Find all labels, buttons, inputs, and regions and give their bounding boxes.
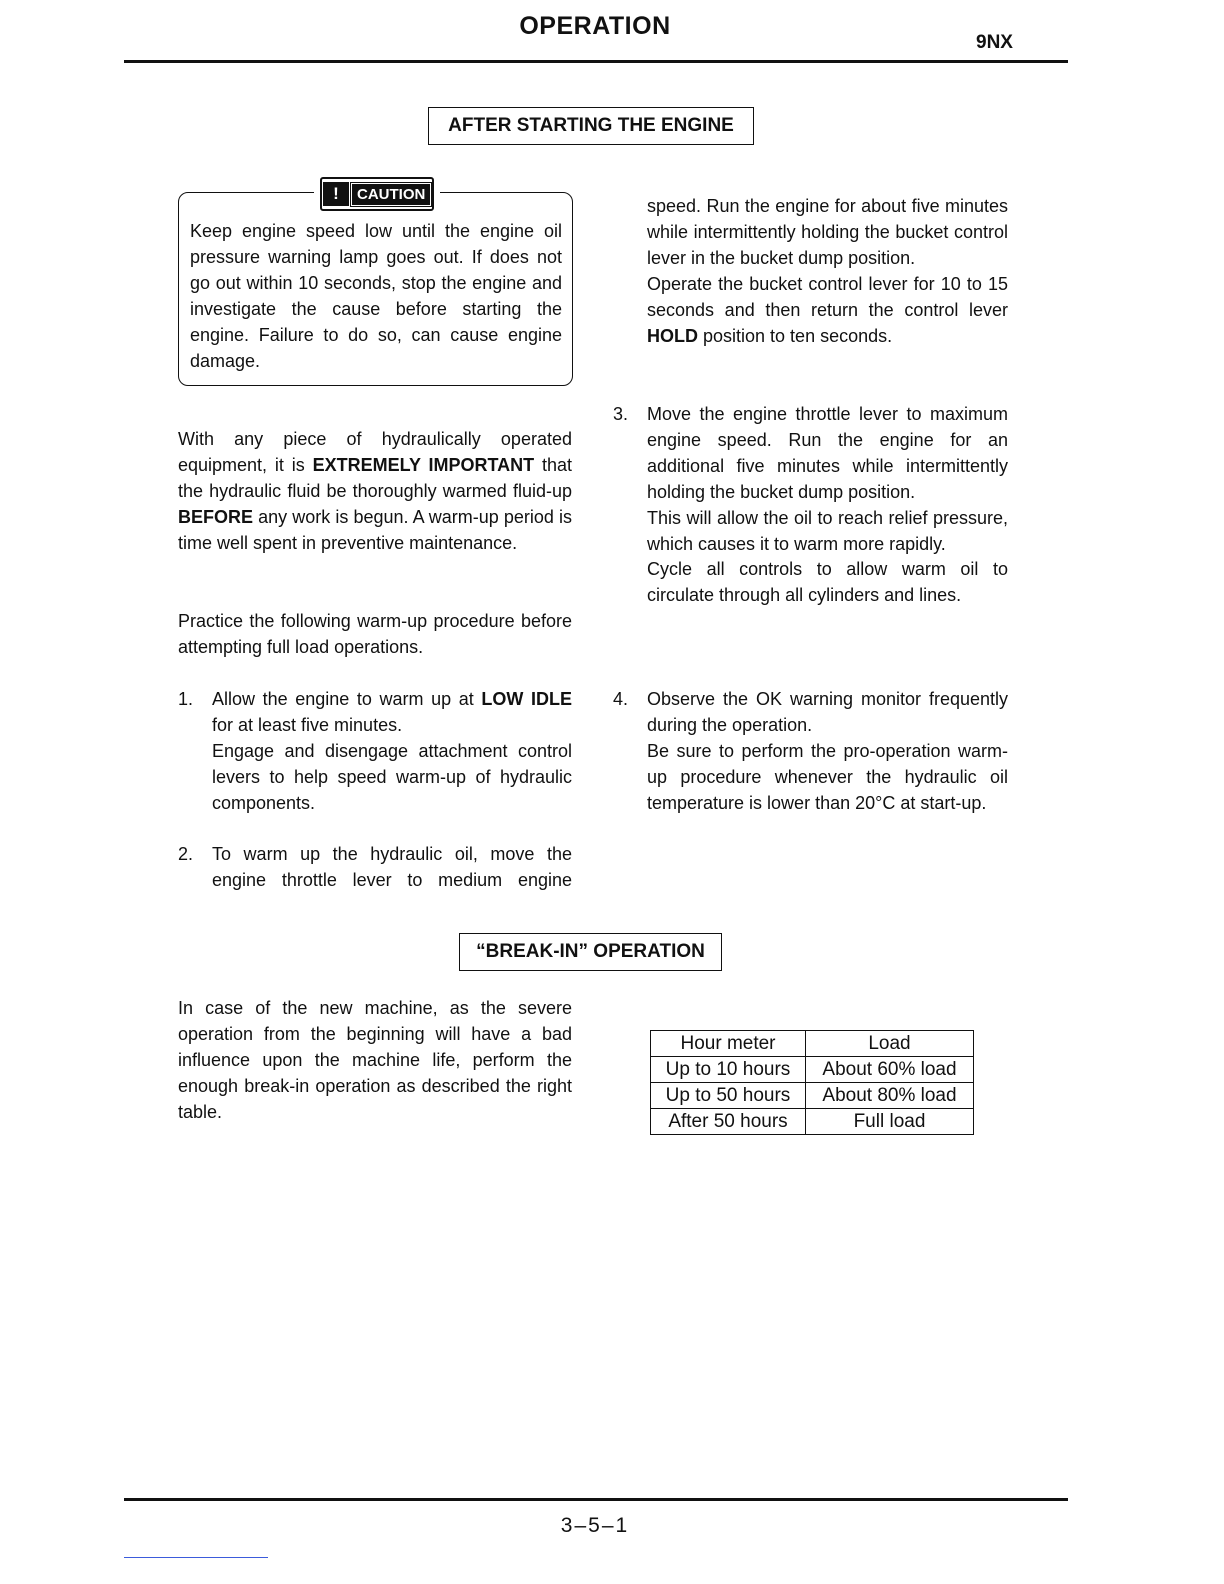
- step-text-3: Cycle all controls to allow warm oil to circulate through all cylinders and lines.: [647, 559, 1008, 606]
- table-cell: Full load: [806, 1109, 974, 1135]
- table-cell: Up to 50 hours: [651, 1083, 806, 1109]
- step-2-continuation: speed. Run the engine for about five minutes while intermittently holding the bucket control lever in the bucket dump position. Operate the bucket control lever for 10 to 15 seconds and then return the control lever HOLD position to ten seconds.: [647, 196, 1008, 346]
- model-code: 9NX: [976, 32, 1013, 53]
- break-in-paragraph: In case of the new machine, as the severe operation from the beginning will have a bad influence upon the machine life, perform the enough break-in operation as described the right table.: [178, 998, 572, 1122]
- step-text: Observe the OK warning monitor frequently during the operation.: [647, 689, 1008, 735]
- step-number: 1.: [178, 689, 194, 709]
- step-number: 3.: [613, 404, 629, 424]
- caution-label: [314, 177, 440, 209]
- page-number: 3–5–1: [560, 1514, 630, 1537]
- step-text: Allow the engine to warm up at LOW IDLE for at least five minutes.: [212, 689, 572, 735]
- table-header-cell: Load: [806, 1031, 974, 1057]
- table-cell: About 60% load: [806, 1057, 974, 1083]
- table-cell: Up to 10 hours: [651, 1057, 806, 1083]
- table-cell: About 80% load: [806, 1083, 974, 1109]
- section-heading-after-starting: AFTER STARTING THE ENGINE: [428, 107, 754, 145]
- intro-paragraph: With any piece of hydraulically operated equipment, it is EXTREMELY IMPORTANT that the hydraulic fluid be thoroughly warmed fluid-up BEFORE any work is begun. A warm-up period is time well spent in preventive maintenance.: [178, 429, 572, 553]
- step-number: 4.: [613, 689, 629, 709]
- header-rule: [124, 60, 1068, 63]
- table-header-cell: Hour meter: [651, 1031, 806, 1057]
- footer-link-underline: [124, 1557, 268, 1558]
- step-number: 2.: [178, 844, 194, 864]
- caution-word: CAUTION: [351, 183, 431, 206]
- table-row: [651, 1083, 974, 1109]
- table-row: [651, 1057, 974, 1083]
- warning-triangle-icon: !: [323, 182, 349, 206]
- table-cell: After 50 hours: [651, 1109, 806, 1135]
- break-in-table: [650, 1030, 974, 1135]
- table-row: [651, 1109, 974, 1135]
- step-text-2: Engage and disengage attachment control levers to help speed warm-up of hydraulic components.: [212, 740, 572, 813]
- step-text-2: Be sure to perform the pro-operation warm-up procedure whenever the hydraulic oil temperature is lower than 20°C at start-up.: [647, 740, 1008, 813]
- table-header-row: [651, 1031, 974, 1057]
- caution-text: Keep engine speed low until the engine oil pressure warning lamp goes out. If does not go out within 10 seconds, stop the engine and investigate the cause before starting the engine. Failure to do so, can cause engine damage.: [190, 221, 562, 371]
- section-heading-break-in: “BREAK-IN” OPERATION: [459, 933, 722, 971]
- footer-rule: [124, 1498, 1068, 1501]
- practice-paragraph: Practice the following warm-up procedure before attempting full load operations.: [178, 611, 572, 657]
- step-text: To warm up the hydraulic oil, move the engine throttle lever to medium engine: [212, 844, 572, 890]
- page-title: OPERATION: [519, 12, 671, 40]
- step-text: Move the engine throttle lever to maximum engine speed. Run the engine for an additional five minutes while intermittently holding the bucket dump position.: [647, 404, 1008, 502]
- step-text-2: This will allow the oil to reach relief pressure, which causes it to warm more rapidly.: [647, 507, 1008, 554]
